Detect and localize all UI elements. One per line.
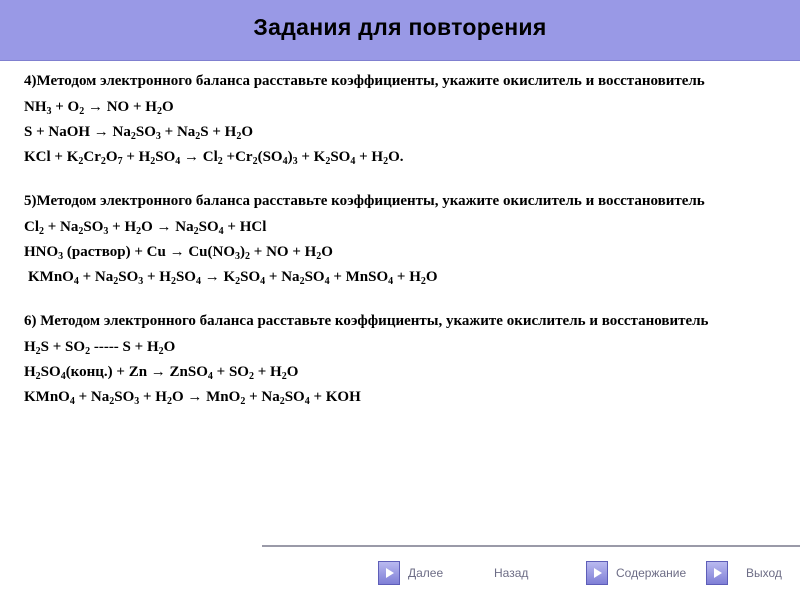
equation: $H_2S + SO_2$ ----- $S + H_2O$ bbox=[24, 339, 176, 357]
task-6 bbox=[24, 312, 784, 410]
tasks-content bbox=[24, 72, 784, 432]
equation: KMnO$_4$ + $Na_2SO_3 + H_2O \to MnO_2 + Na_2SO_4$ + KOH bbox=[24, 389, 361, 407]
back-button[interactable] bbox=[494, 561, 554, 587]
arrow-right-icon bbox=[706, 561, 728, 585]
equation: $H_2SO_4(конц.) + Zn$ → ZnSO$_4$ + $SO_2 + H_2O$ bbox=[24, 364, 299, 382]
next-button[interactable] bbox=[378, 561, 458, 587]
arrow-right-icon bbox=[586, 561, 608, 585]
equation: KMnO$_4$ + $Na_2SO_3 + H_2SO_4 \to K_2SO_4 + Na_2SO_4$ + MnSO$_4$ + $H_2O$ bbox=[28, 269, 438, 287]
equation: $Cl_2 + Na_2SO_3 + H_2O \to Na_2SO_4$ + HCl bbox=[24, 219, 267, 237]
equation: $NH_3 + O_2$ → NO + $H_2O$ bbox=[24, 99, 174, 117]
task-5 bbox=[24, 192, 784, 290]
footer-divider bbox=[262, 545, 800, 547]
arrow-right-icon bbox=[378, 561, 400, 585]
equation: $HNO_3$ (раствор) + $Cu \to Cu(NO_3)_2$ + NO + $H_2O$ bbox=[24, 244, 333, 262]
task-title: 5)Методом электронного баланса расставьте коэффициенты, укажите окислитель и восстановитель bbox=[24, 193, 705, 209]
back-label: Назад bbox=[494, 566, 529, 580]
page-title: Задания для повторения bbox=[253, 14, 547, 40]
equation: KCl + $K_2Cr_2O_7 + H_2SO_4 \to Cl_2 +Cr_2(SO_4)_3 + K_2SO_4 + H_2O$. bbox=[24, 149, 404, 167]
exit-label: Выход bbox=[746, 566, 782, 580]
exit-button[interactable] bbox=[706, 561, 796, 587]
task-4 bbox=[24, 72, 784, 170]
task-title: 4)Методом электронного баланса расставьте коэффициенты, укажите окислитель и восстановитель bbox=[24, 73, 705, 89]
task-title: 6) Методом электронного баланса расставьте коэффициенты, укажите окислитель и восстановитель bbox=[24, 313, 709, 329]
contents-button[interactable] bbox=[586, 561, 696, 587]
contents-label: Содержание bbox=[616, 566, 687, 580]
equation: S + NaOH → $Na_2SO_3 + Na_2S + H_2O$ bbox=[24, 124, 254, 142]
next-label: Далее bbox=[408, 566, 444, 580]
title-bar bbox=[0, 0, 800, 61]
